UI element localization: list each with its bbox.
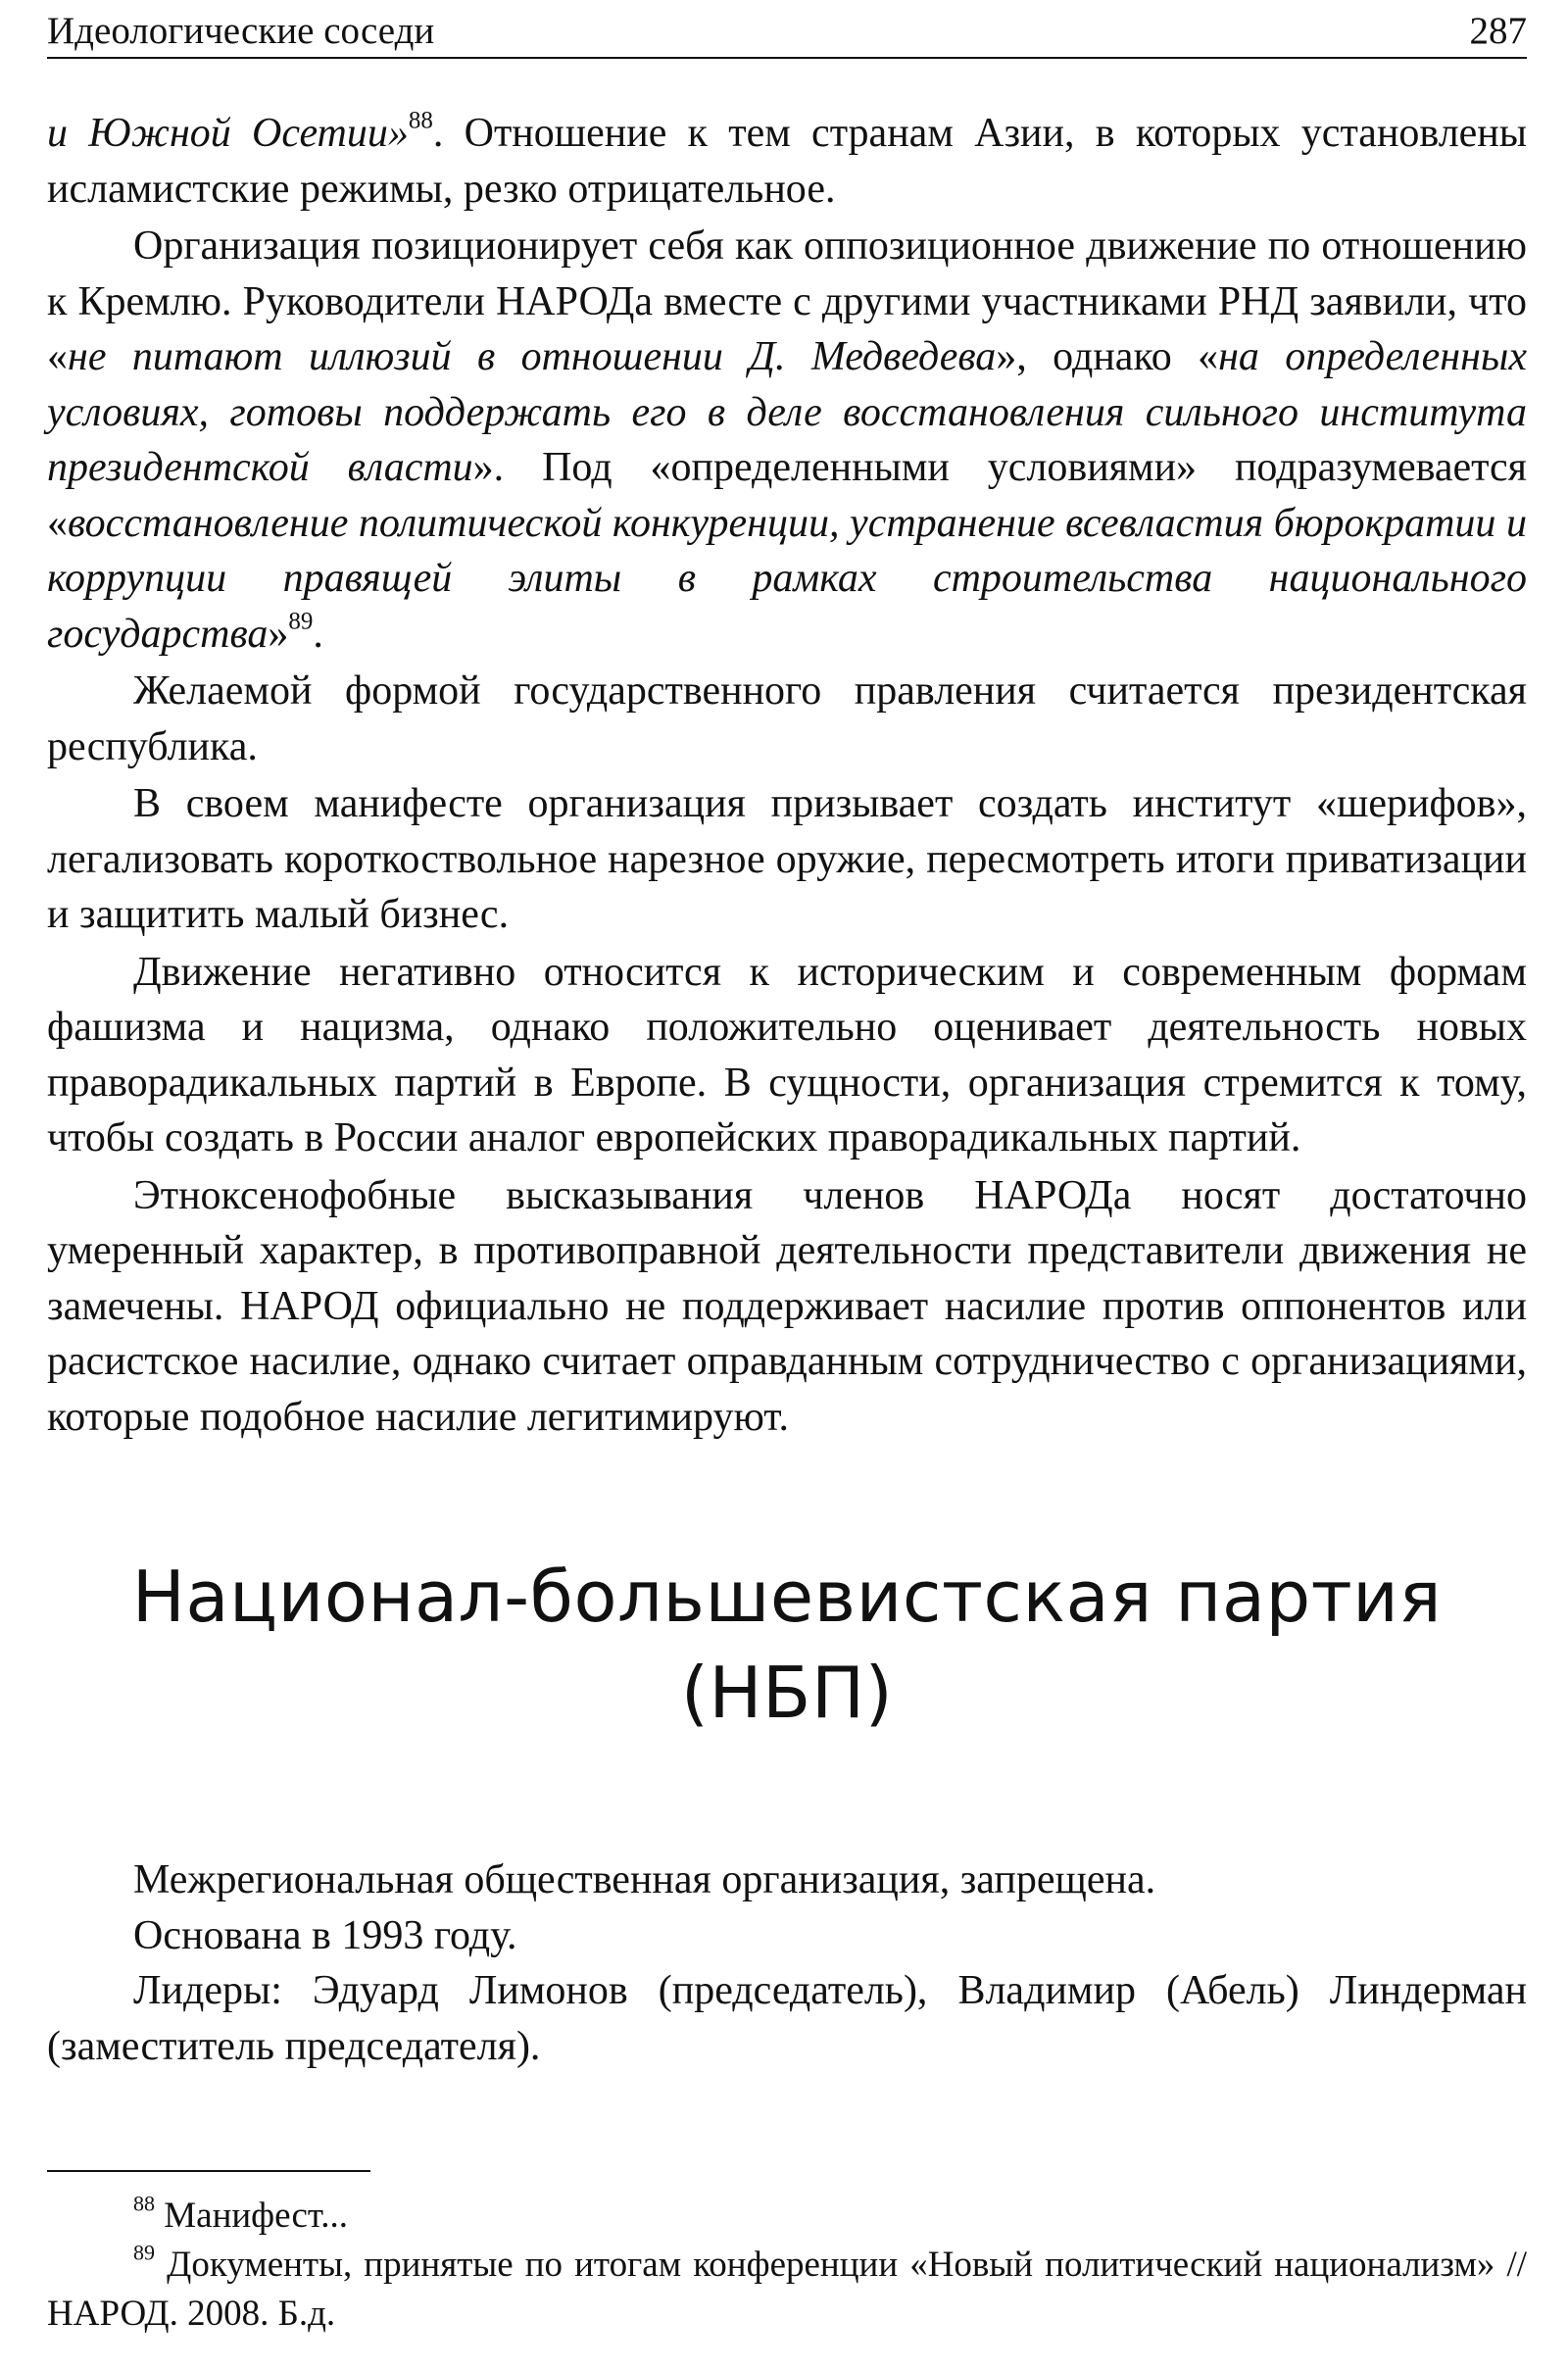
organization-info (47, 1852, 1527, 2074)
footnote-rule (47, 2170, 370, 2172)
section-heading-line-2: (НБП) (680, 1652, 894, 1734)
text-run: ». Под «определенными условиями» подразумевается « (47, 445, 1527, 546)
text-run: », однако « (996, 334, 1219, 379)
footnotes (47, 2192, 1527, 2339)
section-heading (47, 1549, 1527, 1741)
footnote-88 (47, 2192, 1527, 2241)
footnote-text: Манифест... (164, 2196, 349, 2236)
text-run: . (313, 611, 323, 657)
organization-leaders: Лидеры: Эдуард Лимонов (председатель), Владимир (Абель) Линдерман (заместитель председателя). (47, 1968, 1527, 2069)
paragraph-ethnoxenophobia (47, 1168, 1527, 1446)
text-run: В своем манифесте организация призывает создать институт «шерифов», легализовать короткоствольное нарезное оружие, пересмотреть итоги приватизации и защитить малый бизнес. (47, 781, 1527, 937)
section-heading-line-1: Национал-большевистская партия (131, 1555, 1443, 1638)
organization-founded: Основана в 1993 году. (133, 1912, 517, 1958)
paragraph-opposition (47, 219, 1527, 662)
text-run: » (268, 611, 289, 657)
footnote-89 (47, 2241, 1527, 2339)
text-run: Этноксенофобные высказывания членов НАРОДа носят достаточно умеренный характер, в противоправной деятельности представители движения не замечены. НАРОД официально не поддерживает насилие против оппонентов или расистское насилие, однако считает оправданным сотрудничество с организациями, которые подобное насилие легитимируют. (47, 1172, 1527, 1440)
footnote-ref: 89 (288, 607, 314, 634)
italic-quote: восстановление политической конкуренции, устранение всевластия бюрократии и коррупции правящей элиты в рамках строительства национального государства (47, 500, 1527, 657)
book-page (47, 0, 1527, 2370)
text-run: . Отношение к тем странам Азии, в которых установлены исламистские режимы, резко отрицательное. (47, 111, 1527, 212)
page-number: 287 (1469, 10, 1527, 52)
paragraph-government-form (47, 664, 1527, 774)
text-run: Организация позиционирует себя как оппозиционное движение по отношению к Кремлю. Руководители НАРОДа вместе с другими участниками РНД заявили, что « (47, 223, 1527, 379)
footnote-number: 89 (133, 2240, 155, 2265)
organization-status: Межрегиональная общественная организация, запрещена. (133, 1857, 1156, 1902)
paragraph-continuation (47, 106, 1527, 217)
paragraph-manifesto (47, 776, 1527, 943)
footnote-ref: 88 (408, 107, 433, 134)
header-rule (47, 57, 1527, 59)
text-run: Движение негативно относится к историческим и современным формам фашизма и нацизма, однако положительно оценивает деятельность новых праворадикальных партий в Европе. В сущности, организация стремится к тому, чтобы создать в России аналог европейских праворадикальных партий. (47, 949, 1527, 1160)
footnote-number: 88 (133, 2191, 155, 2216)
italic-quote: не питают иллюзий в отношении Д. Медведева (68, 334, 997, 379)
italic-quote: и Южной Осетии» (47, 111, 409, 156)
italic-quote: на определенных условиях, готовы поддержать его в деле восстановления сильного института президентской власти (47, 334, 1527, 490)
running-header (47, 6, 1527, 57)
paragraph-attitude-fascism (47, 945, 1527, 1166)
text-run: Желаемой формой государственного правления считается президентская республика. (47, 668, 1527, 769)
body-text (47, 106, 1527, 1445)
running-header-title: Идеологические соседи (47, 10, 435, 52)
footnote-text: Документы, принятые по итогам конференции «Новый политический национализм» // НАРОД. 2008. Б.д. (47, 2245, 1528, 2334)
